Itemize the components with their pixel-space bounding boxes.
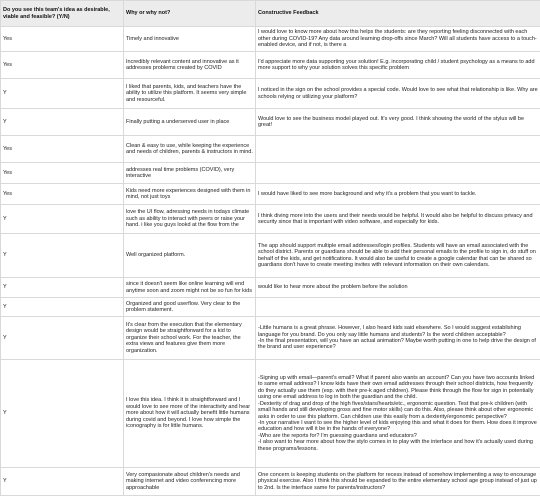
table-row — [1, 79, 540, 109]
why-cell[interactable]: since it doesn't seem like online learning will end anytime soon and zoom might not be so fun for kids — [124, 278, 256, 298]
table-row — [1, 234, 540, 278]
table-row — [1, 163, 540, 184]
table-row — [1, 52, 540, 79]
answer-cell[interactable]: Y — [1, 360, 124, 468]
answer-cell[interactable]: Y — [1, 468, 124, 496]
why-cell[interactable]: I liked that parents, kids, and teachers have the ability to utilize this platform. It seems very simple and resourceful. — [124, 79, 256, 109]
header-feedback[interactable]: Constructive Feedback — [256, 1, 540, 27]
feedback-cell[interactable]: I noticed in the sign on the school provides a special code. Would love to see what that relationship is like. Why are schools relying or utilizing your platform? — [256, 79, 540, 109]
answer-cell[interactable]: Y — [1, 109, 124, 136]
why-cell[interactable]: Kids need more experiences designed with them in mind, not just toys — [124, 184, 256, 205]
header-why[interactable]: Why or why not? — [124, 1, 256, 27]
table-row — [1, 278, 540, 298]
table-row — [1, 298, 540, 317]
answer-cell[interactable]: Y — [1, 298, 124, 317]
feedback-cell[interactable]: I would love to know more about how this helps the students: are they reporting feeling disconnected with each other during COVID-19? Any data around learning drop-offs since March? Will all students have access to a touch-enabled device, and if not, is there a — [256, 27, 540, 52]
answer-cell[interactable]: Y — [1, 317, 124, 360]
feedback-cell[interactable]: would like to hear more about the problem before the solution — [256, 278, 540, 298]
why-cell[interactable]: I love this idea. I think it is straightforward and I would love to see more of the interactivity and hear more about how it will actually benefit little humans during covid and beyond. I love how simple the iconography is for little humans. — [124, 360, 256, 468]
table-row — [1, 205, 540, 234]
table-row — [1, 360, 540, 468]
answer-cell[interactable]: Y — [1, 79, 124, 109]
table-row — [1, 184, 540, 205]
answer-cell[interactable]: Yes — [1, 184, 124, 205]
why-cell[interactable]: love the UI flow, adressing needs in todays climate such as ability to interact with peers or raise your hand. i like you guys lookd at the flow from the — [124, 205, 256, 234]
feedback-cell[interactable]: -Signing up with email—parent's email? What if parent also wants an account? Can you have two accounts linked to same email address? I know kids have their own email addresses through their school districts, how frequently do they actually use them (esp. with their pre-k aged children). Please think through the flow for sign in potentially using one email address to log in both the guardian and the child. -Dexterity of drag and drop of the high fives/stars/hearts/etc., ergonomic question. Test that pre-k children (with small hands and still developing gross and fine motor skills) can do this. Also, please think about other ergonomic asks in order to use this platform. Can children use this easily from a dexterity/ergonomic perspective? -In your narrative I want to see the higher level of kids enjoying this and what it does for them. How does it improve education and how will it be in the hands of everyone? -Who are the reports for? I'm guessing guardians and educators? -I also want to hear more about how the stylo comes in to play with the interface and how it's actually used during these programs/lessons. — [256, 360, 540, 468]
feedback-cell[interactable]: I think diving more into the users and their needs would be helpful. It would also be helpful to discuss privacy and security since that is important with video software, and especially for kids. — [256, 205, 540, 234]
answer-cell[interactable]: Y — [1, 234, 124, 278]
answer-cell[interactable]: Yes — [1, 163, 124, 184]
answer-cell[interactable]: Yes — [1, 52, 124, 79]
answer-cell[interactable]: Yes — [1, 27, 124, 52]
why-cell[interactable]: Organized and good userflow. Very clear to the problem statement. — [124, 298, 256, 317]
feedback-cell[interactable]: -Little humans is a great phrase. However, I also heard kids said elsewhere. So I would suggest establishing language for you brand. Do you only say little humans and students? Is the word children acceptable? -In the final presentation, will you have an actual animation? Maybe worth putting in one to help drive the design of the brand and user experience? — [256, 317, 540, 360]
why-cell[interactable]: Incredibly relevant content and innovative as it addresses problems created by COVID — [124, 52, 256, 79]
answer-cell[interactable]: Yes — [1, 136, 124, 163]
answer-cell[interactable]: Y — [1, 205, 124, 234]
why-cell[interactable]: Clean & easy to use, while keeping the experience and needs of children, parents & instructors in mind. — [124, 136, 256, 163]
header-row — [1, 1, 540, 27]
feedback-cell[interactable]: One concern is keeping students on the platform for recess instead of somehow implementing a way to encourage physical exercise. Also I think this should be expanded to the entire elementary school age group instead of just up to 2nd. Is the interface same for parents/instructors? — [256, 468, 540, 496]
why-cell[interactable]: It's clear from the execution that the elementary design would be straightforward for a kid to organize their school work. For the teacher, the extra views and features give them more organization. — [124, 317, 256, 360]
feedback-cell[interactable]: I'd appreciate more data supporting your solution! E.g. incorporating child / student psychology as a means to add more support to why your solution solves this specific problem — [256, 52, 540, 79]
answer-cell[interactable]: Y — [1, 278, 124, 298]
feedback-cell[interactable] — [256, 298, 540, 317]
header-question[interactable]: Do you see this team's idea as desirable, viable and feasible? (Y/N) — [1, 1, 124, 27]
feedback-cell[interactable]: I would have liked to see more background and why it's a problem that you want to tackle. — [256, 184, 540, 205]
feedback-cell[interactable]: Would love to see the business model played out. It's very good. I think showing the world of the stylus will be great! — [256, 109, 540, 136]
table-row — [1, 27, 540, 52]
why-cell[interactable]: Finally putting a underserved user in place — [124, 109, 256, 136]
why-cell[interactable]: Timely and innovative — [124, 27, 256, 52]
why-cell[interactable]: addresses real time problems (COVID), very interactive — [124, 163, 256, 184]
why-cell[interactable]: Very compasionate about children's needs and making internet and video conferencing more approachable — [124, 468, 256, 496]
feedback-cell[interactable] — [256, 136, 540, 163]
table-row — [1, 468, 540, 496]
table-row — [1, 136, 540, 163]
why-cell[interactable]: Well organized platform. — [124, 234, 256, 278]
feedback-cell[interactable] — [256, 163, 540, 184]
feedback-cell[interactable]: The app should support multiple email addresses/login profiles. Students will have an email associated with the school district. Parents or guardians should be able to add their personal emails to the profile to sign in, do stuff on behalf of the kids, and get notifications. It would also be useful to create a google calendar that can be shared so guardians don't have to create meeting invites with relevant information on their own calendars. — [256, 234, 540, 278]
table-row — [1, 109, 540, 136]
table-row — [1, 317, 540, 360]
